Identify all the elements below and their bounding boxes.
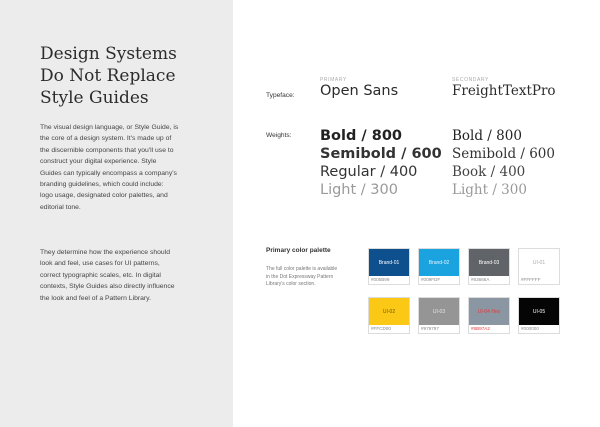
paragraph-line: the discernible components that you'll use to <box>40 146 174 154</box>
paragraph-line: construct your digital experience. Style <box>40 158 157 166</box>
paragraph-line: contexts, Style Guides also directly influence <box>40 283 175 291</box>
title-line: Style Guides <box>40 88 149 108</box>
primary-label: PRIMARY <box>320 77 347 83</box>
color-swatch <box>468 297 510 334</box>
weights-label: Weights: <box>266 132 292 139</box>
swatch-hex: #63666A <box>471 277 490 282</box>
color-swatch <box>418 297 460 334</box>
swatch-hex: #8B97A2 <box>471 326 490 331</box>
swatch-color: UI-02 <box>369 298 409 325</box>
swatch-color: Brand-01 <box>369 249 409 276</box>
paragraph-line: branding guidelines, which could include: <box>40 181 164 189</box>
title-line: Do Not Replace <box>40 66 176 86</box>
secondary-weight-book: Book / 400 <box>452 164 526 180</box>
primary-weight-bold: Bold / 800 <box>320 128 403 144</box>
paragraph-line: the look and feel of a Pattern Library. <box>40 294 151 302</box>
secondary-weight-semibold: Semibold / 600 <box>452 146 555 162</box>
color-swatch <box>368 248 410 285</box>
palette-title: Primary color palette <box>266 247 331 254</box>
title-line: Design Systems <box>40 44 177 64</box>
secondary-weight-light: Light / 300 <box>452 182 527 198</box>
swatch-color: Brand-02 <box>419 249 459 276</box>
primary-weight-semibold: Semibold / 600 <box>320 146 442 162</box>
palette-note-line: in the Dot Expressway Pattern <box>266 273 334 280</box>
paragraph-line: They determine how the experience should <box>40 249 170 256</box>
color-swatch <box>368 297 410 334</box>
color-swatch <box>418 248 460 285</box>
paragraph-line: correct typographic scales, etc. In digital <box>40 271 161 279</box>
swatch-color: UI-03 <box>419 298 459 325</box>
palette-note <box>266 266 356 289</box>
swatch-hex: #979797 <box>421 326 439 331</box>
primary-typeface: Open Sans <box>320 83 399 99</box>
swatch-color: UI-04 Hex <box>469 298 509 325</box>
intro-paragraph <box>40 122 200 213</box>
swatch-hex: #FFFFFF <box>521 277 541 282</box>
page-title <box>40 43 220 109</box>
paragraph-line: logo usage, designated color palettes, and <box>40 192 168 200</box>
swatch-color: UI-05 <box>519 298 559 325</box>
primary-weight-regular: Regular / 400 <box>320 164 418 180</box>
primary-weight-light: Light / 300 <box>320 182 398 198</box>
paragraph-line: The visual design language, or Style Guide, is <box>40 124 179 131</box>
swatch-hex: #009FDF <box>421 277 441 282</box>
paragraph-line: the core of a design system. It's made up of <box>40 135 172 143</box>
palette-note-line: The full color palette is available <box>266 266 338 272</box>
typeface-label: Typeface: <box>266 92 295 99</box>
color-swatch <box>518 297 560 334</box>
swatch-hex: #005B99 <box>371 277 390 282</box>
color-swatch <box>468 248 510 285</box>
second-paragraph <box>40 247 200 304</box>
swatch-hex: #FFCD00 <box>371 326 391 331</box>
swatch-color: UI-01 <box>519 249 559 276</box>
secondary-weight-bold: Bold / 800 <box>452 128 522 144</box>
paragraph-line: Guides can typically encompass a company's <box>40 169 177 177</box>
secondary-typeface: FreightTextPro <box>452 83 556 99</box>
paragraph-line: look and feel, use cases for UI patterns, <box>40 260 160 268</box>
swatch-hex: #000000 <box>521 326 539 331</box>
secondary-label: SECONDARY <box>452 77 489 83</box>
swatch-color: Brand-03 <box>469 249 509 276</box>
palette-note-line: Library's color section. <box>266 281 316 287</box>
color-swatch <box>518 248 560 285</box>
paragraph-line: editorial tone. <box>40 203 81 211</box>
